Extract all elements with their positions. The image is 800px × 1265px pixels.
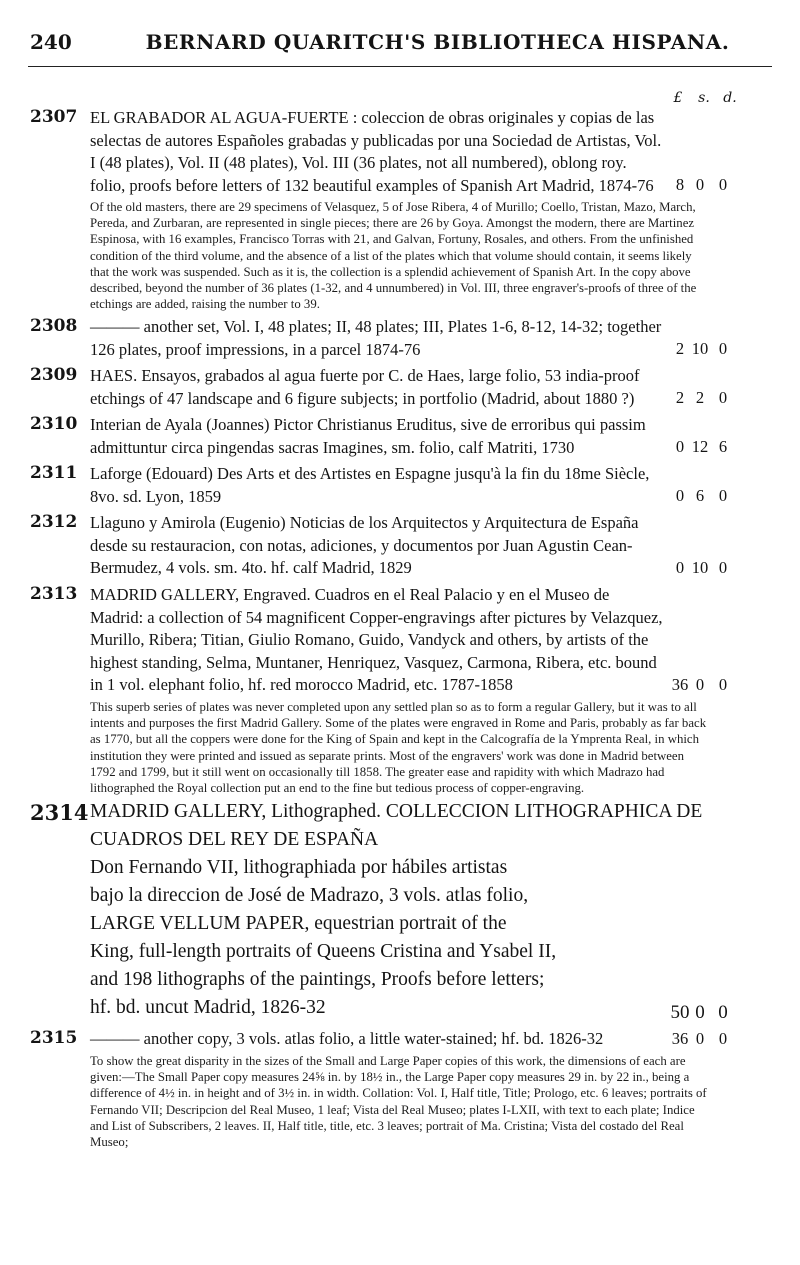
entry-price [670,1002,736,1024]
price-shillings: 12 [691,437,709,456]
entry-description: EL GRABADOR AL AGUA-FUERTE : coleccion de obras originales y copias de las selectas de autores Españoles grabadas y publicadas por una Sociedad de Artistas, Vol. I (48 plates), Vol. II (48 plates), Vol. III (36 plates, not all numbered), oblong roy. folio, proofs before letters of 132 beautiful examples of Spanish Art Madrid, 1874-76 [90,108,662,195]
entry-description: MADRID GALLERY, Lithographed. COLLECCION LITHOGRAPHICA DE CUADROS DEL REY DE ESPAÑA Don Fernando VII, lithographiada por hábiles artistas bajo la direccion de José de Madrazo, 3 vols. atlas folio, LARGE VELLUM PAPER, equestrian portrait of the King, full-length portraits of Queens Cristina and Ysabel II, and 198 lithographs of the paintings, Proofs before letters; hf. bd. uncut Madrid, 1826-32 [90,801,703,1018]
shillings-heading: s. [698,90,710,106]
pence-heading: d. [723,90,737,106]
price-pence: 0 [718,1029,728,1048]
price-shillings: 0 [695,1002,705,1023]
entry-price [670,558,736,578]
lot-number: 2308 [30,316,78,336]
entry-description: MADRID GALLERY, Engraved. Cuadros en el Real Palacio y en el Museo de Madrid: a collection of 54 magnificent Copper-engravings after pictures by Velazquez, Murillo, Ribera; Titian, Giulio Romano, Guido, Vandyck and others, by artists of the highest standing, Selma, Muntaner, Henriquez, Vasquez, Carmona, Ribera, etc. bound in 1 vol. elephant folio, hf. red morocco Madrid, etc. 1787-1858 [90,585,663,694]
price-pounds: 0 [675,437,685,456]
price-pence: 0 [718,675,728,694]
page-header [30,30,770,64]
price-shillings: 0 [695,175,705,194]
pounds-heading: £ [673,90,683,106]
price-shillings: 10 [691,558,709,577]
header-rule [28,66,772,67]
price-pence: 0 [718,558,728,577]
price-pounds: 2 [675,339,685,358]
price-shillings: 0 [695,1029,705,1048]
price-shillings: 2 [695,388,705,407]
lot-number: 2314 [30,800,89,825]
price-pounds: 50 [670,1002,690,1023]
price-pence: 0 [718,388,728,407]
lot-number: 2312 [30,512,78,532]
running-title: BERNARD QUARITCH'S BIBLIOTHECA HISPANA. [145,30,730,54]
entry-description: HAES. Ensayos, grabados al agua fuerte por C. de Haes, large folio, 53 india-proof etchings of 47 landscape and 6 figure subjects; in portfolio (Madrid, about 1880 ?) [90,366,640,408]
price-pence: 0 [718,1002,728,1023]
lot-number: 2315 [30,1028,78,1048]
price-pence: 0 [718,175,728,194]
price-pence: 0 [718,339,728,358]
price-shillings: 10 [691,339,709,358]
price-pounds: 2 [675,388,685,407]
entry-price [670,175,736,195]
lot-number: 2310 [30,414,78,434]
price-pounds: 0 [675,486,685,505]
lot-number: 2309 [30,365,78,385]
entry-description: Laforge (Edouard) Des Arts et des Artistes en Espagne jusqu'à la fin du 18me Siècle, 8vo. sd. Lyon, 1859 [90,464,650,506]
lot-number: 2307 [30,107,78,127]
entry-note: This superb series of plates was never completed upon any settled plan so as to form a regular Gallery, but it was to all intents and purposes the first Madrid Gallery. Some of the plates were engraved in Rome and Paris, probably as far back as 1770, but all the coppers were done for the King of Spain and kept in the Calcografía de la Ymprenta Real, in which institution they were printed and issued as separate prints. Most of the engravers' work was done in Madrid between 1792 and 1799, but it still went on occasionally till 1858. The greater ease and rapidity with which Madrazo had lithographed the Royal collection put an end to the fine but tedious process of copper-engraving. [90,700,707,796]
price-pounds: 0 [675,558,685,577]
price-pounds: 36 [671,1029,689,1048]
entry-description: Llaguno y Amirola (Eugenio) Noticias de los Arquitectos y Arquitectura de España desde su restauracion, con notas, adiciones, y documentos por Juan Agustin Cean-Bermudez, 4 vols. sm. 4to. hf. calf Madrid, 1829 [90,513,639,577]
entry-note: To show the great disparity in the sizes of the Small and Large Paper copies of this work, the dimensions of each are given:—The Small Paper copy measures 24⅝ in. by 18½ in., the Large Paper copy measures 29 in. by 22 in., being a difference of 4½ in. in height and of 3½ in. in width. Collation: Vol. I, Half title, Title; Prologo, etc. 6 leaves; portraits of Fernando VII; Descripcion del Real Museo, 1 leaf; Vista del Real Museo; plates I-LXII, with text to each plate; Indice and List of Subscribers, 2 leaves. II, Half title, title, etc. 3 leaves; portrait of Ma. Cristina; Vista del costado del Real Museo; [90,1054,707,1150]
entry-price [670,339,736,359]
entry-description: Interian de Ayala (Joannes) Pictor Christianus Eruditus, sive de erroribus qui passim admittuntur circa pingendas sacras Imagines, sm. folio, calf Matriti, 1730 [90,415,646,457]
entry-note: Of the old masters, there are 29 specimens of Velasquez, 5 of Jose Ribera, 4 of Murillo; Coello, Tristan, Mazo, March, Pereda, and Zurbaran, are represented in single pieces; there are 26 by Goya. Amongst the modern, there are Martinez Espinosa, with 16 examples, Francisco Torras with 21, and Galvan, Fortuny, Rosales, and others. From the unfinished condition of the third volume, and the absence of a list of the plates which that volume should contain, it seems likely that the work was suspended. Such as it is, the collection is a splendid achievement of Spanish Art. In the copy above described, beyond the number of 36 plates (1-32, and 4 unnumbered) in Vol. III, three engraver's-proofs of three of the etchings are added, raising the number to 39. [90,200,697,312]
entry-price [670,388,736,408]
price-pounds: 8 [675,175,685,194]
price-pence: 0 [718,486,728,505]
price-pence: 6 [718,437,728,456]
entry-description: ——— another set, Vol. I, 48 plates; II, 48 plates; III, Plates 1-6, 8-12, 14-32; together 126 plates, proof impressions, in a parcel 1874-76 [90,317,662,359]
entry-price [670,486,736,506]
price-shillings: 6 [695,486,705,505]
price-shillings: 0 [695,675,705,694]
page-number: 240 [30,30,72,54]
entry-price [670,675,736,695]
lot-number: 2311 [30,463,78,483]
entry-description: ——— another copy, 3 vols. atlas folio, a little water-stained; hf. bd. 1826-32 [90,1029,604,1048]
price-pounds: 36 [671,675,689,694]
lot-number: 2313 [30,584,78,604]
entry-price [670,437,736,457]
entry-price [670,1029,736,1049]
